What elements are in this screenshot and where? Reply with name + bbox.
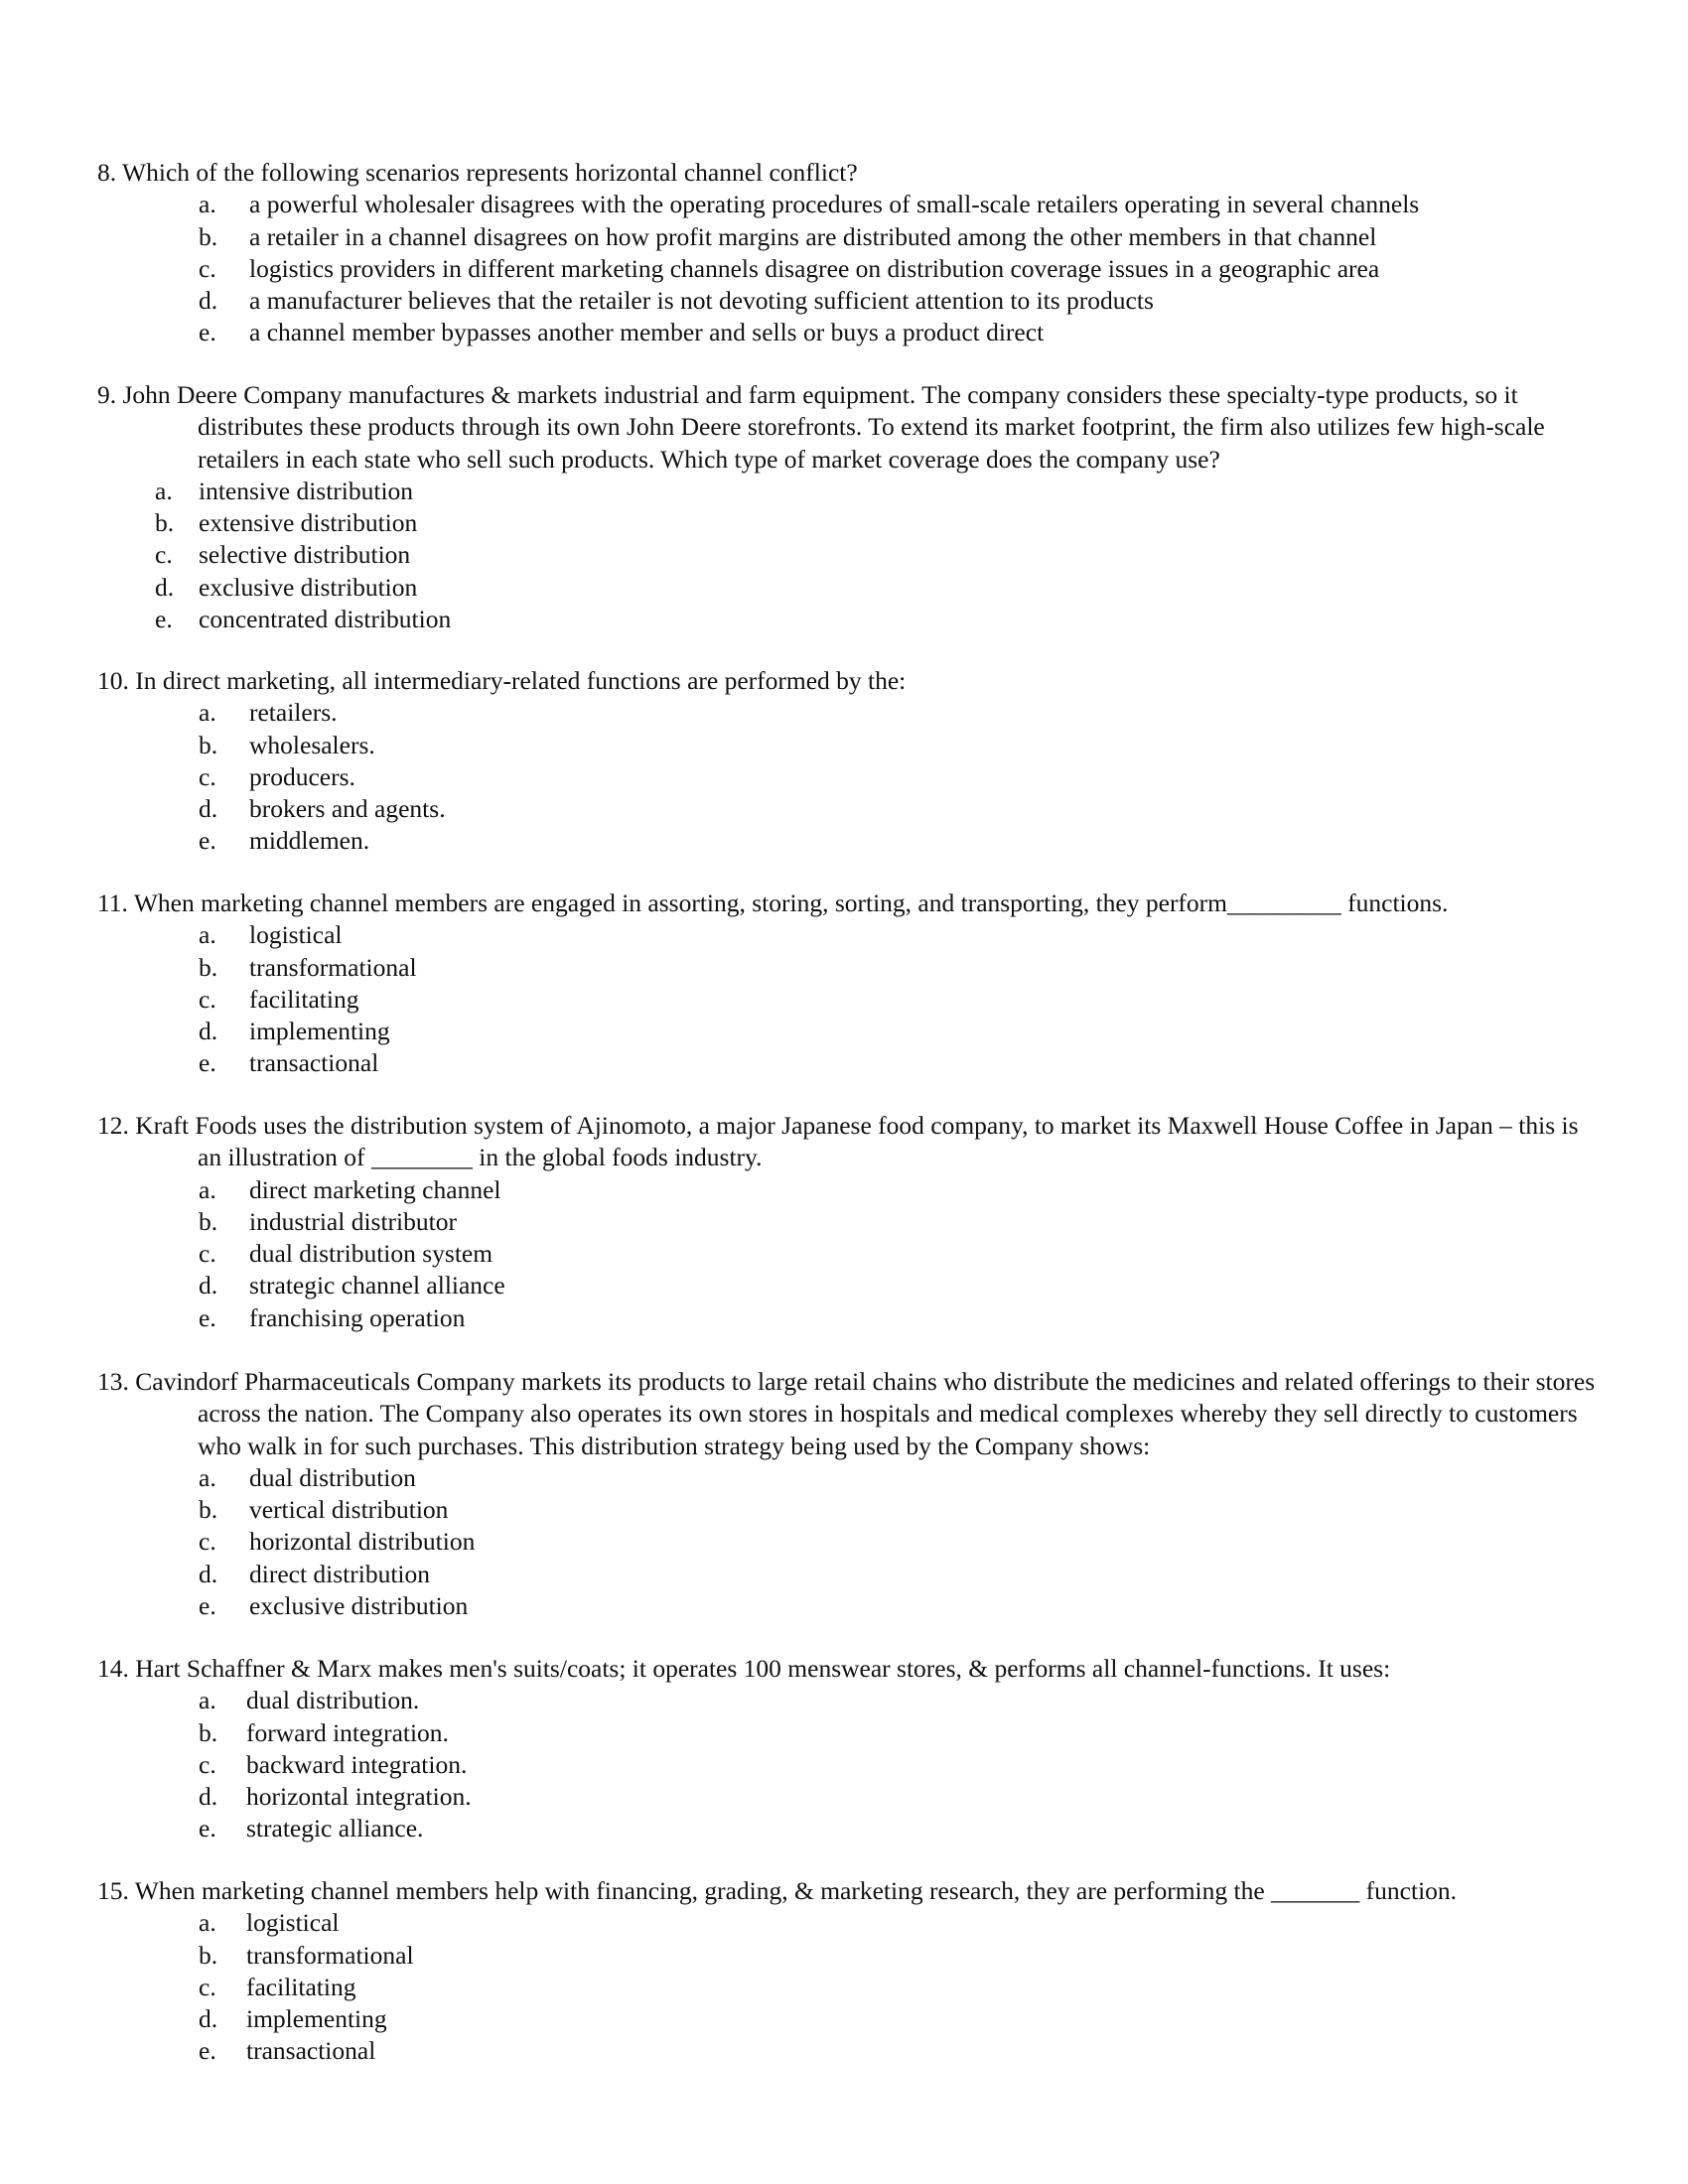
option-b <box>97 221 1607 253</box>
option-letter: a. <box>199 1174 216 1204</box>
question-text: Cavindorf Pharmaceuticals Company markets its products to large retail chains who distribute the medicines and related offerings to their stores across the nation. The Company also operates its own stores in hospitals and medical complexes whereby they sell directly to customers who walk in for such purchases. This distribution strategy being used by the Company shows: <box>135 1367 1596 1460</box>
option-a <box>97 1685 1607 1716</box>
option-text: dual distribution. <box>246 1686 420 1715</box>
option-list <box>97 697 1607 857</box>
option-text: facilitating <box>246 1972 356 2001</box>
option-a <box>97 476 1607 507</box>
option-letter: c. <box>199 1749 216 1779</box>
option-text: implementing <box>246 2004 387 2034</box>
option-c <box>97 761 1607 793</box>
question-stem <box>97 1110 1607 1174</box>
option-list <box>97 1907 1607 2067</box>
option-text: direct marketing channel <box>249 1174 501 1204</box>
question-number: 10. <box>97 666 129 695</box>
question-text: Kraft Foods uses the distribution system of Ajinomoto, a major Japanese food company, to market its Maxwell House Coffee in Japan – this is an illustration of ________ in the global foods industry. <box>135 1111 1579 1172</box>
question-text: Which of the following scenarios represents horizontal channel conflict? <box>122 158 858 187</box>
option-letter: c. <box>199 1972 216 2001</box>
option-list <box>97 189 1607 348</box>
option-c <box>97 984 1607 1016</box>
option-letter: c. <box>199 984 216 1014</box>
question-text: John Deere Company manufactures & markets industrial and farm equipment. The company considers these specialty-type products, so it distributes these products through its own John Deere storefronts. To extend its market footprint, the firm also utilizes few high-scale retailers in each state who sell such products. Which type of market coverage does the company use? <box>122 380 1545 474</box>
question-number: 13. <box>97 1367 129 1396</box>
question-stem <box>97 1366 1607 1462</box>
option-letter: c. <box>199 253 216 283</box>
option-e <box>97 825 1607 857</box>
option-e <box>97 1302 1607 1334</box>
question-8 <box>97 157 1607 349</box>
option-letter: b. <box>199 730 218 759</box>
option-text: exclusive distribution <box>199 572 418 602</box>
option-letter: a. <box>199 190 216 219</box>
question-text: In direct marketing, all intermediary-related functions are performed by the: <box>135 666 907 695</box>
option-text: brokers and agents. <box>249 794 446 824</box>
option-letter: e. <box>199 826 216 856</box>
question-12 <box>97 1110 1607 1334</box>
option-list <box>97 919 1607 1079</box>
question-stem <box>97 887 1607 919</box>
option-letter: d. <box>199 794 218 824</box>
option-list <box>97 1685 1607 1844</box>
option-text: horizontal distribution <box>249 1527 476 1557</box>
option-c <box>97 253 1607 285</box>
option-text: logistical <box>249 920 343 950</box>
option-b <box>97 730 1607 761</box>
option-text: retailers. <box>249 698 338 728</box>
option-text: extensive distribution <box>199 508 418 538</box>
option-letter: e. <box>155 605 173 634</box>
question-number: 8. <box>97 158 117 187</box>
question-text: Hart Schaffner & Marx makes men's suits/coats; it operates 100 menswear stores, & performs all channel-functions. It uses: <box>135 1654 1391 1683</box>
question-text: When marketing channel members are engaged in assorting, storing, sorting, and transporting, they perform_________ functions. <box>133 888 1449 917</box>
option-b <box>97 1494 1607 1526</box>
option-text: dual distribution <box>249 1462 416 1492</box>
option-letter: e. <box>199 1302 216 1332</box>
option-a <box>97 1462 1607 1494</box>
question-stem <box>97 157 1607 189</box>
option-text: transactional <box>246 2036 376 2066</box>
option-c <box>97 539 1607 571</box>
option-letter: a. <box>199 1462 216 1492</box>
option-e <box>97 1590 1607 1622</box>
question-stem <box>97 665 1607 697</box>
option-text: a powerful wholesaler disagrees with the operating procedures of small-scale retailers operating in several channels <box>249 190 1420 219</box>
question-13 <box>97 1366 1607 1622</box>
option-text: dual distribution system <box>249 1239 493 1269</box>
option-letter: c. <box>199 761 216 791</box>
option-d <box>97 1270 1607 1301</box>
option-a <box>97 697 1607 729</box>
option-text: horizontal integration. <box>246 1782 472 1812</box>
option-a <box>97 189 1607 220</box>
option-text: producers. <box>249 761 355 791</box>
question-10 <box>97 665 1607 858</box>
option-e <box>97 317 1607 348</box>
option-b <box>97 952 1607 984</box>
option-text: backward integration. <box>246 1749 468 1779</box>
option-letter: e. <box>199 1591 216 1621</box>
option-c <box>97 1749 1607 1781</box>
option-b <box>97 1940 1607 1972</box>
option-letter: b. <box>199 1717 218 1747</box>
option-b <box>97 1206 1607 1238</box>
question-15 <box>97 1875 1607 2068</box>
option-text: forward integration. <box>246 1717 449 1747</box>
option-letter: b. <box>199 1206 218 1236</box>
option-letter: a. <box>199 1686 216 1715</box>
option-letter: b. <box>155 508 175 538</box>
option-d <box>97 2003 1607 2035</box>
option-d <box>97 1016 1607 1047</box>
option-e <box>97 1813 1607 1844</box>
option-list <box>97 1174 1607 1334</box>
option-text: vertical distribution <box>249 1495 449 1525</box>
option-list <box>97 476 1607 635</box>
option-c <box>97 1972 1607 2003</box>
question-stem <box>97 1653 1607 1685</box>
option-text: facilitating <box>249 984 359 1014</box>
option-e <box>97 604 1607 635</box>
option-text: logistical <box>246 1908 340 1938</box>
option-letter: b. <box>199 221 218 251</box>
option-text: strategic channel alliance <box>249 1271 505 1300</box>
question-11 <box>97 887 1607 1080</box>
option-d <box>97 285 1607 317</box>
option-e <box>97 2035 1607 2067</box>
option-letter: d. <box>155 572 175 602</box>
option-letter: b. <box>199 1940 218 1970</box>
option-text: a retailer in a channel disagrees on how profit margins are distributed among the other members in that channel <box>249 221 1377 251</box>
option-text: a manufacturer believes that the retailer is not devoting sufficient attention to its products <box>249 286 1154 316</box>
option-d <box>97 793 1607 825</box>
option-letter: e. <box>199 1048 216 1078</box>
option-b <box>97 507 1607 539</box>
option-text: transactional <box>249 1048 379 1078</box>
option-letter: d. <box>199 2004 218 2034</box>
option-letter: a. <box>199 698 216 728</box>
option-text: implementing <box>249 1017 390 1046</box>
option-text: a channel member bypasses another member and sells or buys a product direct <box>249 318 1045 347</box>
option-text: direct distribution <box>249 1559 431 1588</box>
option-a <box>97 1907 1607 1939</box>
option-letter: c. <box>199 1239 216 1269</box>
question-stem <box>97 1875 1607 1907</box>
option-text: exclusive distribution <box>249 1591 469 1621</box>
option-letter: e. <box>199 318 216 347</box>
option-text: industrial distributor <box>249 1206 457 1236</box>
option-letter: a. <box>199 1908 216 1938</box>
option-text: franchising operation <box>249 1302 466 1332</box>
option-text: strategic alliance. <box>246 1814 424 1843</box>
question-number: 9. <box>97 380 117 409</box>
question-9 <box>97 379 1607 635</box>
option-d <box>97 572 1607 604</box>
option-text: concentrated distribution <box>199 605 452 634</box>
option-letter: d. <box>199 286 218 316</box>
option-letter: b. <box>199 952 218 982</box>
option-letter: d. <box>199 1271 218 1300</box>
option-letter: b. <box>199 1495 218 1525</box>
option-text: logistics providers in different marketing channels disagree on distribution coverage issues in a geographic area <box>249 253 1380 283</box>
question-number: 11. <box>97 888 128 917</box>
question-number: 12. <box>97 1111 129 1140</box>
option-c <box>97 1238 1607 1270</box>
option-b <box>97 1717 1607 1749</box>
option-letter: e. <box>199 1814 216 1843</box>
option-letter: a. <box>199 920 216 950</box>
option-text: selective distribution <box>199 540 411 570</box>
option-c <box>97 1526 1607 1558</box>
option-letter: e. <box>199 2036 216 2066</box>
question-text: When marketing channel members help with financing, grading, & marketing research, they are performing the _______ function. <box>134 1876 1458 1905</box>
option-letter: a. <box>155 476 173 505</box>
question-14 <box>97 1653 1607 1845</box>
option-text: wholesalers. <box>249 730 375 759</box>
option-letter: d. <box>199 1017 218 1046</box>
option-letter: d. <box>199 1559 218 1588</box>
option-text: transformational <box>249 952 417 982</box>
option-letter: d. <box>199 1782 218 1812</box>
option-text: middlemen. <box>249 826 370 856</box>
option-d <box>97 1559 1607 1590</box>
option-a <box>97 919 1607 951</box>
question-number: 14. <box>97 1654 129 1683</box>
option-list <box>97 1462 1607 1622</box>
question-number: 15. <box>97 1876 129 1905</box>
option-text: transformational <box>246 1940 414 1970</box>
option-a <box>97 1174 1607 1206</box>
option-text: intensive distribution <box>199 476 414 505</box>
question-stem <box>97 379 1607 476</box>
option-letter: c. <box>155 540 173 570</box>
option-letter: c. <box>199 1527 216 1557</box>
option-e <box>97 1047 1607 1079</box>
option-d <box>97 1781 1607 1813</box>
